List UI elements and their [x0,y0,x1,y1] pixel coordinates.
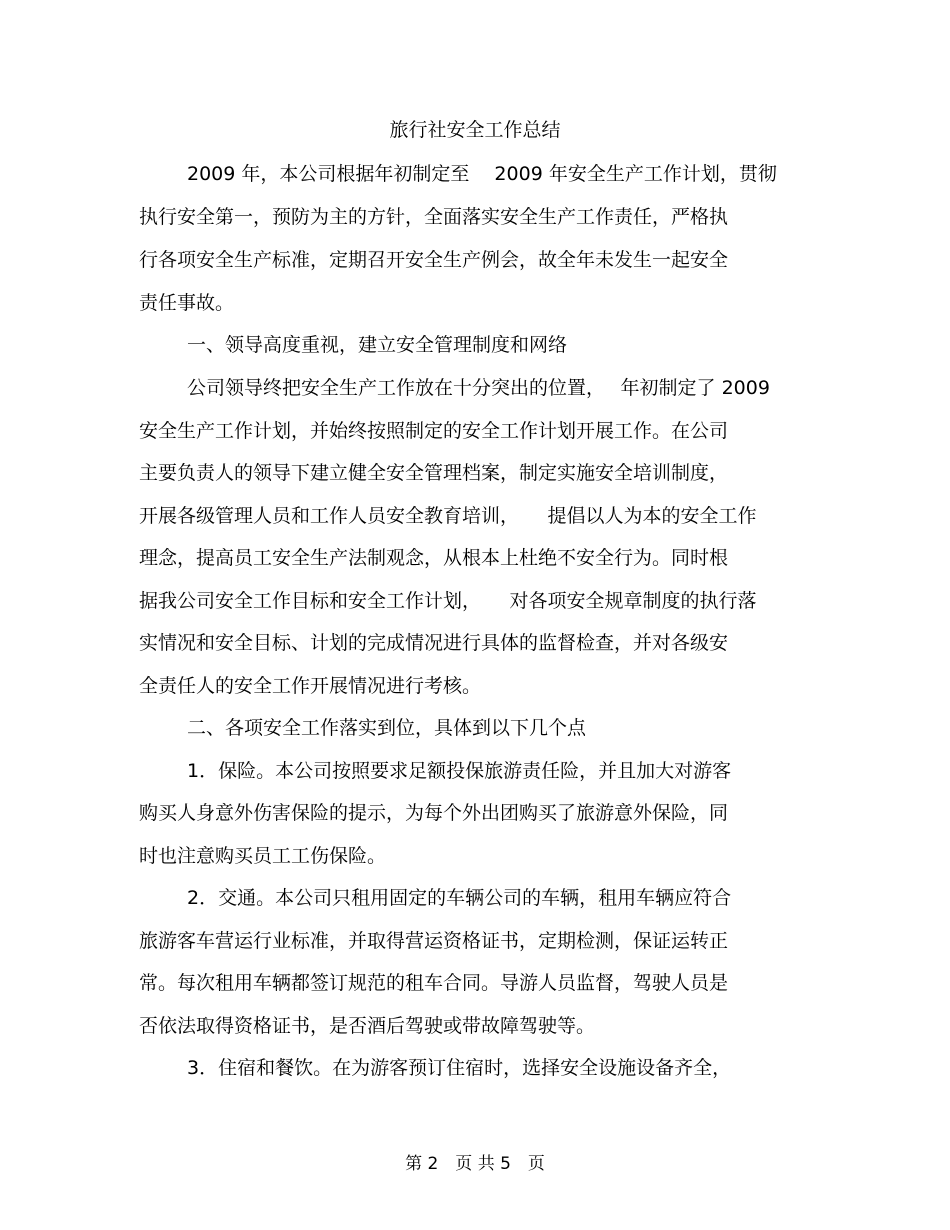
paragraph-line: 购买人身意外伤害保险的提示，为每个外出团购买了旅游意外保险，同 [139,802,729,824]
paragraph-line: 旅游客车营运行业标准，并取得营运资格证书，定期检测，保证运转正 [139,930,729,952]
paragraph-line: 1．保险。本公司按照要求足额投保旅游责任险，并且加大对游客 [187,760,732,782]
paragraph-line: 常。每次租用车辆都签订规范的租车合同。导游人员监督，驾驶人员是 [139,972,729,994]
paragraph-line: 责任事故。 [139,292,235,314]
paragraph-line: 2．交通。本公司只租用固定的车辆公司的车辆，租用车辆应符合 [187,887,732,909]
paragraph-line: 执行安全第一，预防为主的方针，全面落实安全生产工作责任，严格执 [139,206,729,228]
section-heading: 二、各项安全工作落实到位，具体到以下几个点 [187,717,587,739]
paragraph-line: 开展各级管理人员和工作人员安全教育培训， 提倡以人为本的安全工作 [139,505,757,527]
paragraph-line: 安全生产工作计划，并始终按照制定的安全工作计划开展工作。在公司 [139,420,729,442]
paragraph-line: 3．住宿和餐饮。在为游客预订住宿时，选择安全设施设备齐全， [187,1057,732,1079]
paragraph-line: 时也注意购买员工工伤保险。 [139,845,387,867]
paragraph-line: 全责任人的安全工作开展情况进行考核。 [139,675,482,697]
paragraph-line: 理念，提高员工安全生产法制观念，从根本上杜绝不安全行为。同时根 [139,547,729,569]
paragraph-line: 据我公司安全工作目标和安全工作计划， 对各项安全规章制度的执行落 [139,590,757,612]
paragraph-line: 行各项安全生产标准，定期召开安全生产例会，故全年未发生一起安全 [139,249,729,271]
paragraph-line: 实情况和安全目标、计划的完成情况进行具体的监督检查，并对各级安 [139,632,729,654]
paragraph-line: 主要负责人的领导下建立健全安全管理档案，制定实施安全培训制度， [139,462,729,484]
paragraph-line: 公司领导终把安全生产工作放在十分突出的位置， 年初制定了 2009 [187,377,770,399]
paragraph-line: 否依法取得资格证书，是否酒后驾驶或带故障驾驶等。 [139,1015,596,1037]
page-number: 第 2 页 共 5 页 [405,1154,545,1174]
paragraph-line: 2009 年，本公司根据年初制定至 2009 年安全生产工作计划，贯彻 [187,163,777,185]
document-title: 旅行社安全工作总结 [389,119,561,141]
section-heading: 一、领导高度重视，建立安全管理制度和网络 [187,334,568,356]
